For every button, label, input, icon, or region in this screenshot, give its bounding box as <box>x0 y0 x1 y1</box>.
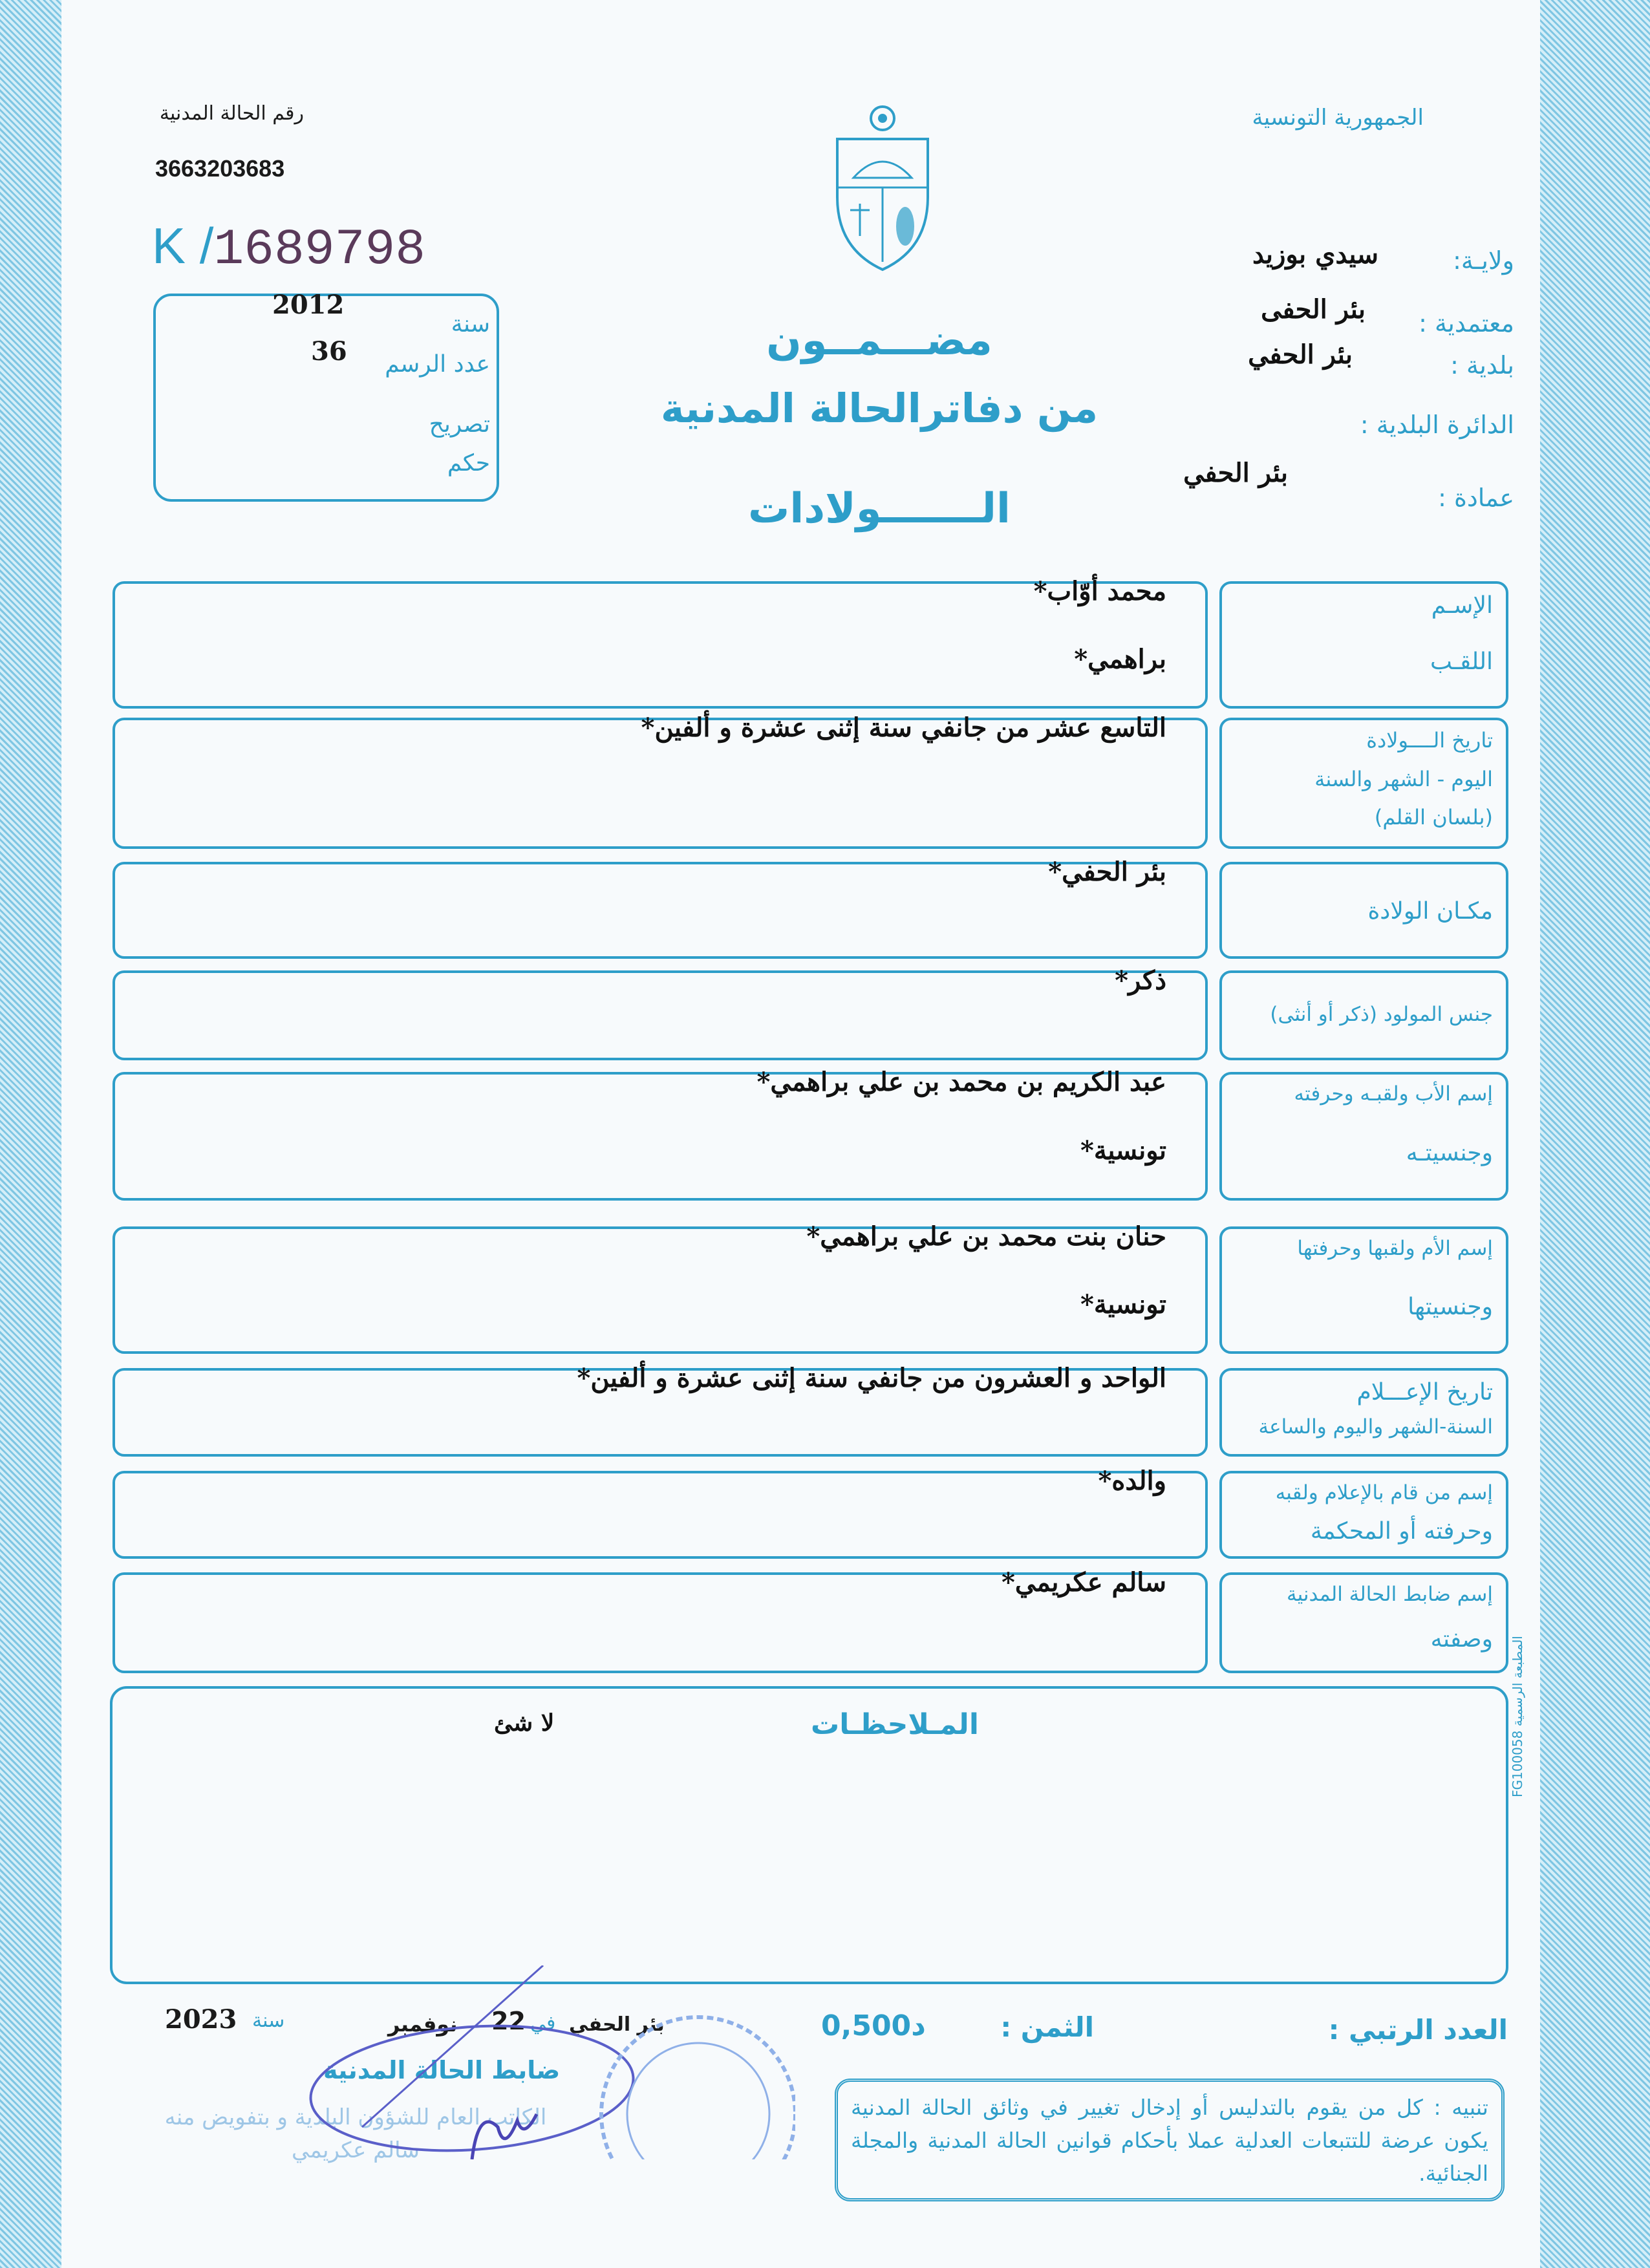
row-value-box <box>112 576 1208 709</box>
issue-place: بئر الحفي <box>569 2013 665 2036</box>
remarks-value: لا شئ <box>494 1709 555 1737</box>
row-label-box <box>1219 862 1508 959</box>
serial-order-label: العدد الرتبي : <box>1328 2014 1508 2046</box>
remarks-box <box>110 1686 1508 1984</box>
row-value: بئر الحفي* <box>1048 857 1166 887</box>
row-value: براهمي* <box>1074 643 1166 674</box>
row-value: سالم عكريمي* <box>1002 1567 1166 1598</box>
row-value-box <box>112 1567 1208 1673</box>
price-label: الثمن : <box>1000 2011 1094 2043</box>
row-value: عبد الكريم بن محمد بن علي براهمي* <box>756 1067 1166 1097</box>
row-label: وصفته <box>1430 1626 1493 1653</box>
row-label: إسم الأب ولقبـه وحرفته <box>1294 1082 1493 1106</box>
act-number: 36 <box>311 336 347 367</box>
row-label-box <box>1219 1368 1508 1457</box>
price-value: 0,500د <box>821 2009 926 2042</box>
row-label-box <box>1219 718 1508 849</box>
year-label: سنة <box>252 2009 285 2032</box>
stamp-lettering: الكاتب العام للشؤون البلدية و بتفويض منه سالم عكريمي <box>164 2104 547 2163</box>
civil-number-label: رقم الحالة المدنية <box>159 102 304 125</box>
judgment-label: حكم <box>447 450 490 476</box>
row-label: جنس المولود (ذكر أو أنثى) <box>1270 1002 1493 1026</box>
row-value: ذكر* <box>1115 965 1166 996</box>
row-label: تاريخ الإعـــلام <box>1356 1379 1493 1406</box>
row-label-box <box>1219 1572 1508 1673</box>
row-label-box <box>1219 1226 1508 1354</box>
row-label: إسم من قام بالإعلام ولقبه <box>1275 1481 1493 1504</box>
decorative-border-right <box>1540 0 1650 2268</box>
registry-box <box>153 290 499 502</box>
municipality-label: بلدية : <box>1450 351 1514 380</box>
row-value-box <box>112 1067 1208 1201</box>
row-label: وجنسيتها <box>1408 1293 1493 1320</box>
row-value-box <box>112 1221 1208 1354</box>
row-label: وحرفته أو المحكمة <box>1310 1518 1493 1545</box>
printer-mark: المطبعة الرسمية FG100058 <box>1510 1636 1525 1797</box>
row-label: إسم الأم ولقبها وحرفتها <box>1297 1237 1493 1260</box>
delegation-value: بئر الحفى <box>1261 294 1366 325</box>
row-label-box <box>1219 581 1508 709</box>
row-value: الواحد و العشرون من جانفي سنة إثنى عشرة و ألفين* <box>577 1363 1166 1393</box>
row-value: محمد أوّاب* <box>1033 576 1166 606</box>
officer-title: ضابط الحالة المدنية <box>323 2056 561 2084</box>
row-label-box <box>1219 1072 1508 1201</box>
year-label: سنة <box>451 311 490 337</box>
row-value: تونسية* <box>1080 1135 1166 1166</box>
row-value-box <box>112 712 1208 849</box>
legal-notice: تنبيه : كل من يقوم بالتدليس أو إدخال تغيير في وثائق الحالة المدنية يكون عرضة للتتبعات العدلية عملا بأحكام قوانين الحالة المدنية والمجلة الجنائية. <box>851 2095 1488 2187</box>
coat-of-arms-icon <box>824 100 941 272</box>
title-line1: مضـــمــون <box>766 317 992 365</box>
district-label: الدائرة البلدية : <box>1360 411 1514 439</box>
remarks-label: المـلاحظـات <box>811 1708 979 1741</box>
wilaya-label: ولايـة: <box>1453 246 1514 275</box>
issue-month: نوفمبر <box>388 2012 458 2037</box>
delegation-label: معتمدية : <box>1419 309 1514 337</box>
municipality-value: بئر الحفي <box>1248 339 1353 370</box>
legal-notice-box <box>835 2079 1505 2201</box>
row-label: الإسـم <box>1431 592 1493 619</box>
registry-year: 2012 <box>272 290 345 320</box>
row-value-box <box>112 857 1208 959</box>
in-label: في <box>530 2012 556 2035</box>
row-value-box <box>112 1363 1208 1457</box>
serial-number: K /1689798 <box>152 217 426 279</box>
act-number-label: عدد الرسم <box>385 351 490 378</box>
official-seal-icon <box>246 1965 795 2159</box>
row-label: تاريخ الــــولادة <box>1366 728 1493 753</box>
decorative-border-left <box>0 0 61 2268</box>
row-value: والده* <box>1098 1466 1166 1496</box>
issue-year: 2023 <box>165 2004 237 2035</box>
wilaya-value: سيدي بوزيد <box>1252 239 1378 270</box>
row-label: وجنسيتـه <box>1406 1139 1493 1166</box>
row-label: (بلسان القلم) <box>1374 805 1493 830</box>
row-value: تونسية* <box>1080 1289 1166 1320</box>
row-value: التاسع عشر من جانفي سنة إثنى عشرة و ألفين* <box>641 712 1166 743</box>
imada-value: بئر الحفي <box>1183 458 1288 488</box>
issue-day: 22 <box>491 2007 526 2035</box>
row-label: اللقـب <box>1430 648 1493 675</box>
title-line3: الـــــــولادات <box>748 485 1011 533</box>
row-label-box <box>1219 970 1508 1060</box>
title-line2: من دفاترالحالة المدنية <box>660 385 1098 432</box>
civil-number: 3663203683 <box>155 155 285 182</box>
row-value-box <box>112 965 1208 1060</box>
imada-label: عمادة : <box>1438 484 1514 512</box>
row-label: اليوم - الشهر والسنة <box>1314 766 1493 791</box>
row-label: إسم ضابط الحالة المدنية <box>1286 1583 1493 1606</box>
row-label-box <box>1219 1471 1508 1559</box>
republic-label: الجمهورية التونسية <box>1252 105 1424 131</box>
row-value-box <box>112 1466 1208 1559</box>
row-label: مكـان الولادة <box>1367 898 1493 925</box>
row-label: السنة-الشهر واليوم والساعة <box>1258 1415 1493 1439</box>
declaration-label: تصريح <box>429 411 490 438</box>
row-value: حنان بنت محمد بن علي براهمي* <box>806 1221 1166 1252</box>
